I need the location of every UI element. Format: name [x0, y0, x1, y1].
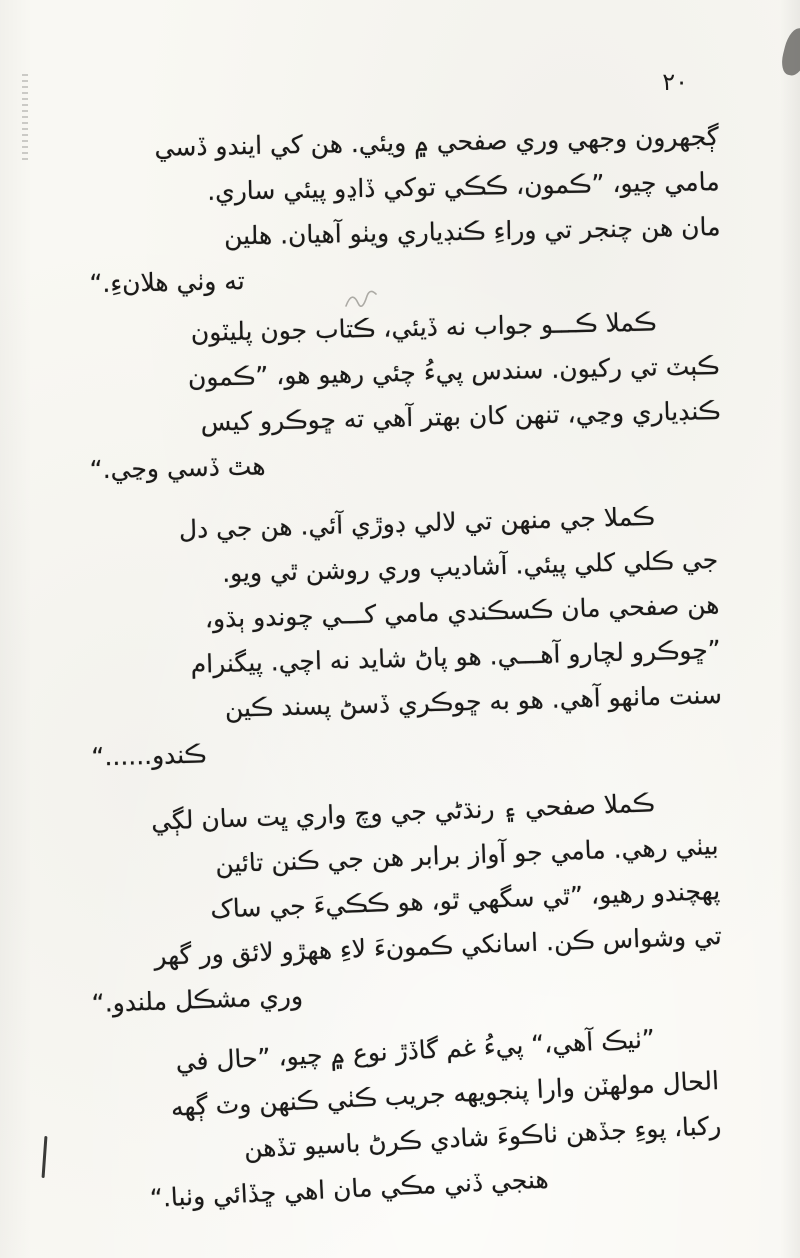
text-line: سنت ماٺهو آهي. هو به ڇوڪري ڏسڻ پسند ڪين [224, 679, 723, 723]
text-line: ”ٺيڪ آهي،“ پيءُ غم گاڏڙ نوع ۾ چيو، ”حال في [174, 1024, 656, 1077]
text-line: ”ڇوڪرو لچارو آهـــي. هو پاڻ شايد نه اچي. پيگنرام [190, 634, 722, 679]
text-line: ڪنڊياري وڃي، تنهن کان بهتر آهي ته ڇوڪرو کيس [200, 395, 721, 437]
paragraph-2 [70, 298, 722, 493]
scan-edge-artifact [22, 74, 28, 160]
text-line: جي ڪلي کلي پيئي. آشاديپ وري روشن ٿي ويو. [221, 545, 719, 588]
text-line: هن صفحي مان ڪسڪندي مامي کـــي چوندو ٻڌو، [204, 590, 720, 634]
text-line: پهچندو رهيو، ”ٿي سگهي ٿو، هو ڪڪيءَ جي ساک [209, 876, 721, 924]
text-line: مامي چيو، ”ڪمون، ڪڪي توکي ڏاڍو پيئي ساري. [206, 167, 720, 206]
text-line: وري مشڪل ملندو.“ [91, 981, 304, 1019]
text-line: هٿ ڏسي وڃي.“ [89, 451, 266, 485]
text-line: الحال مولهٽن وارا پنجويهه جريب ڪٺي ڪنهن وٽ ڳهه [170, 1066, 720, 1122]
text-line: ڪملا صفحي ۽ رنڌڻي جي وچ واري ڀت سان لڳي [150, 788, 656, 836]
paragraph-1 [70, 114, 721, 306]
text-line: ڪٻٽ تي رکيون. سندس پيءُ چئي رهيو هو، ”ڪمون [187, 351, 720, 393]
text-line: بيٺي رهي. مامي جو آواز برابر هن جي ڪنن تائين [214, 831, 719, 879]
text-line: مان هن چنجر تي وراءِ ڪنڊياري ويٺو آهيان. هلين [223, 211, 721, 251]
scan-corner-smudge [779, 26, 800, 78]
text-line: رکبا، پوءِ جڏهن ٺاڪوءَ شادي ڪرڻ باسيو تڏهن [243, 1110, 722, 1164]
text-line: هنجي ڏني مڪي مان اهي ڇڏائي وٺبا.“ [149, 1164, 550, 1213]
text-line: ته وٺي هلانءِ.“ [89, 266, 245, 299]
text-line: ڪندو......“ [90, 739, 207, 772]
text-line: تي وشواس ڪن. اسانکي ڪمونءَ لاءِ ههڙو لائق ور گهر [153, 920, 723, 971]
text-line: ڪملا ڪـــو جواب نه ڏيئي، ڪتاب جون پليٽون [190, 307, 657, 347]
text-block [72, 114, 723, 1213]
page-number: ٢٠ [662, 68, 688, 96]
paragraph-3 [68, 492, 723, 780]
text-line: ڳجهرون وجهي وري صفحي ۾ ويئي. هن کي ايندو ڏسي [154, 122, 719, 162]
paragraph-5 [68, 1013, 724, 1224]
ink-stroke-artifact [42, 1136, 47, 1178]
paragraph-4 [68, 778, 724, 1027]
text-line: ڪملا جي منهن تي لالي ڊوڙي آئي. هن جي دل [178, 501, 656, 545]
